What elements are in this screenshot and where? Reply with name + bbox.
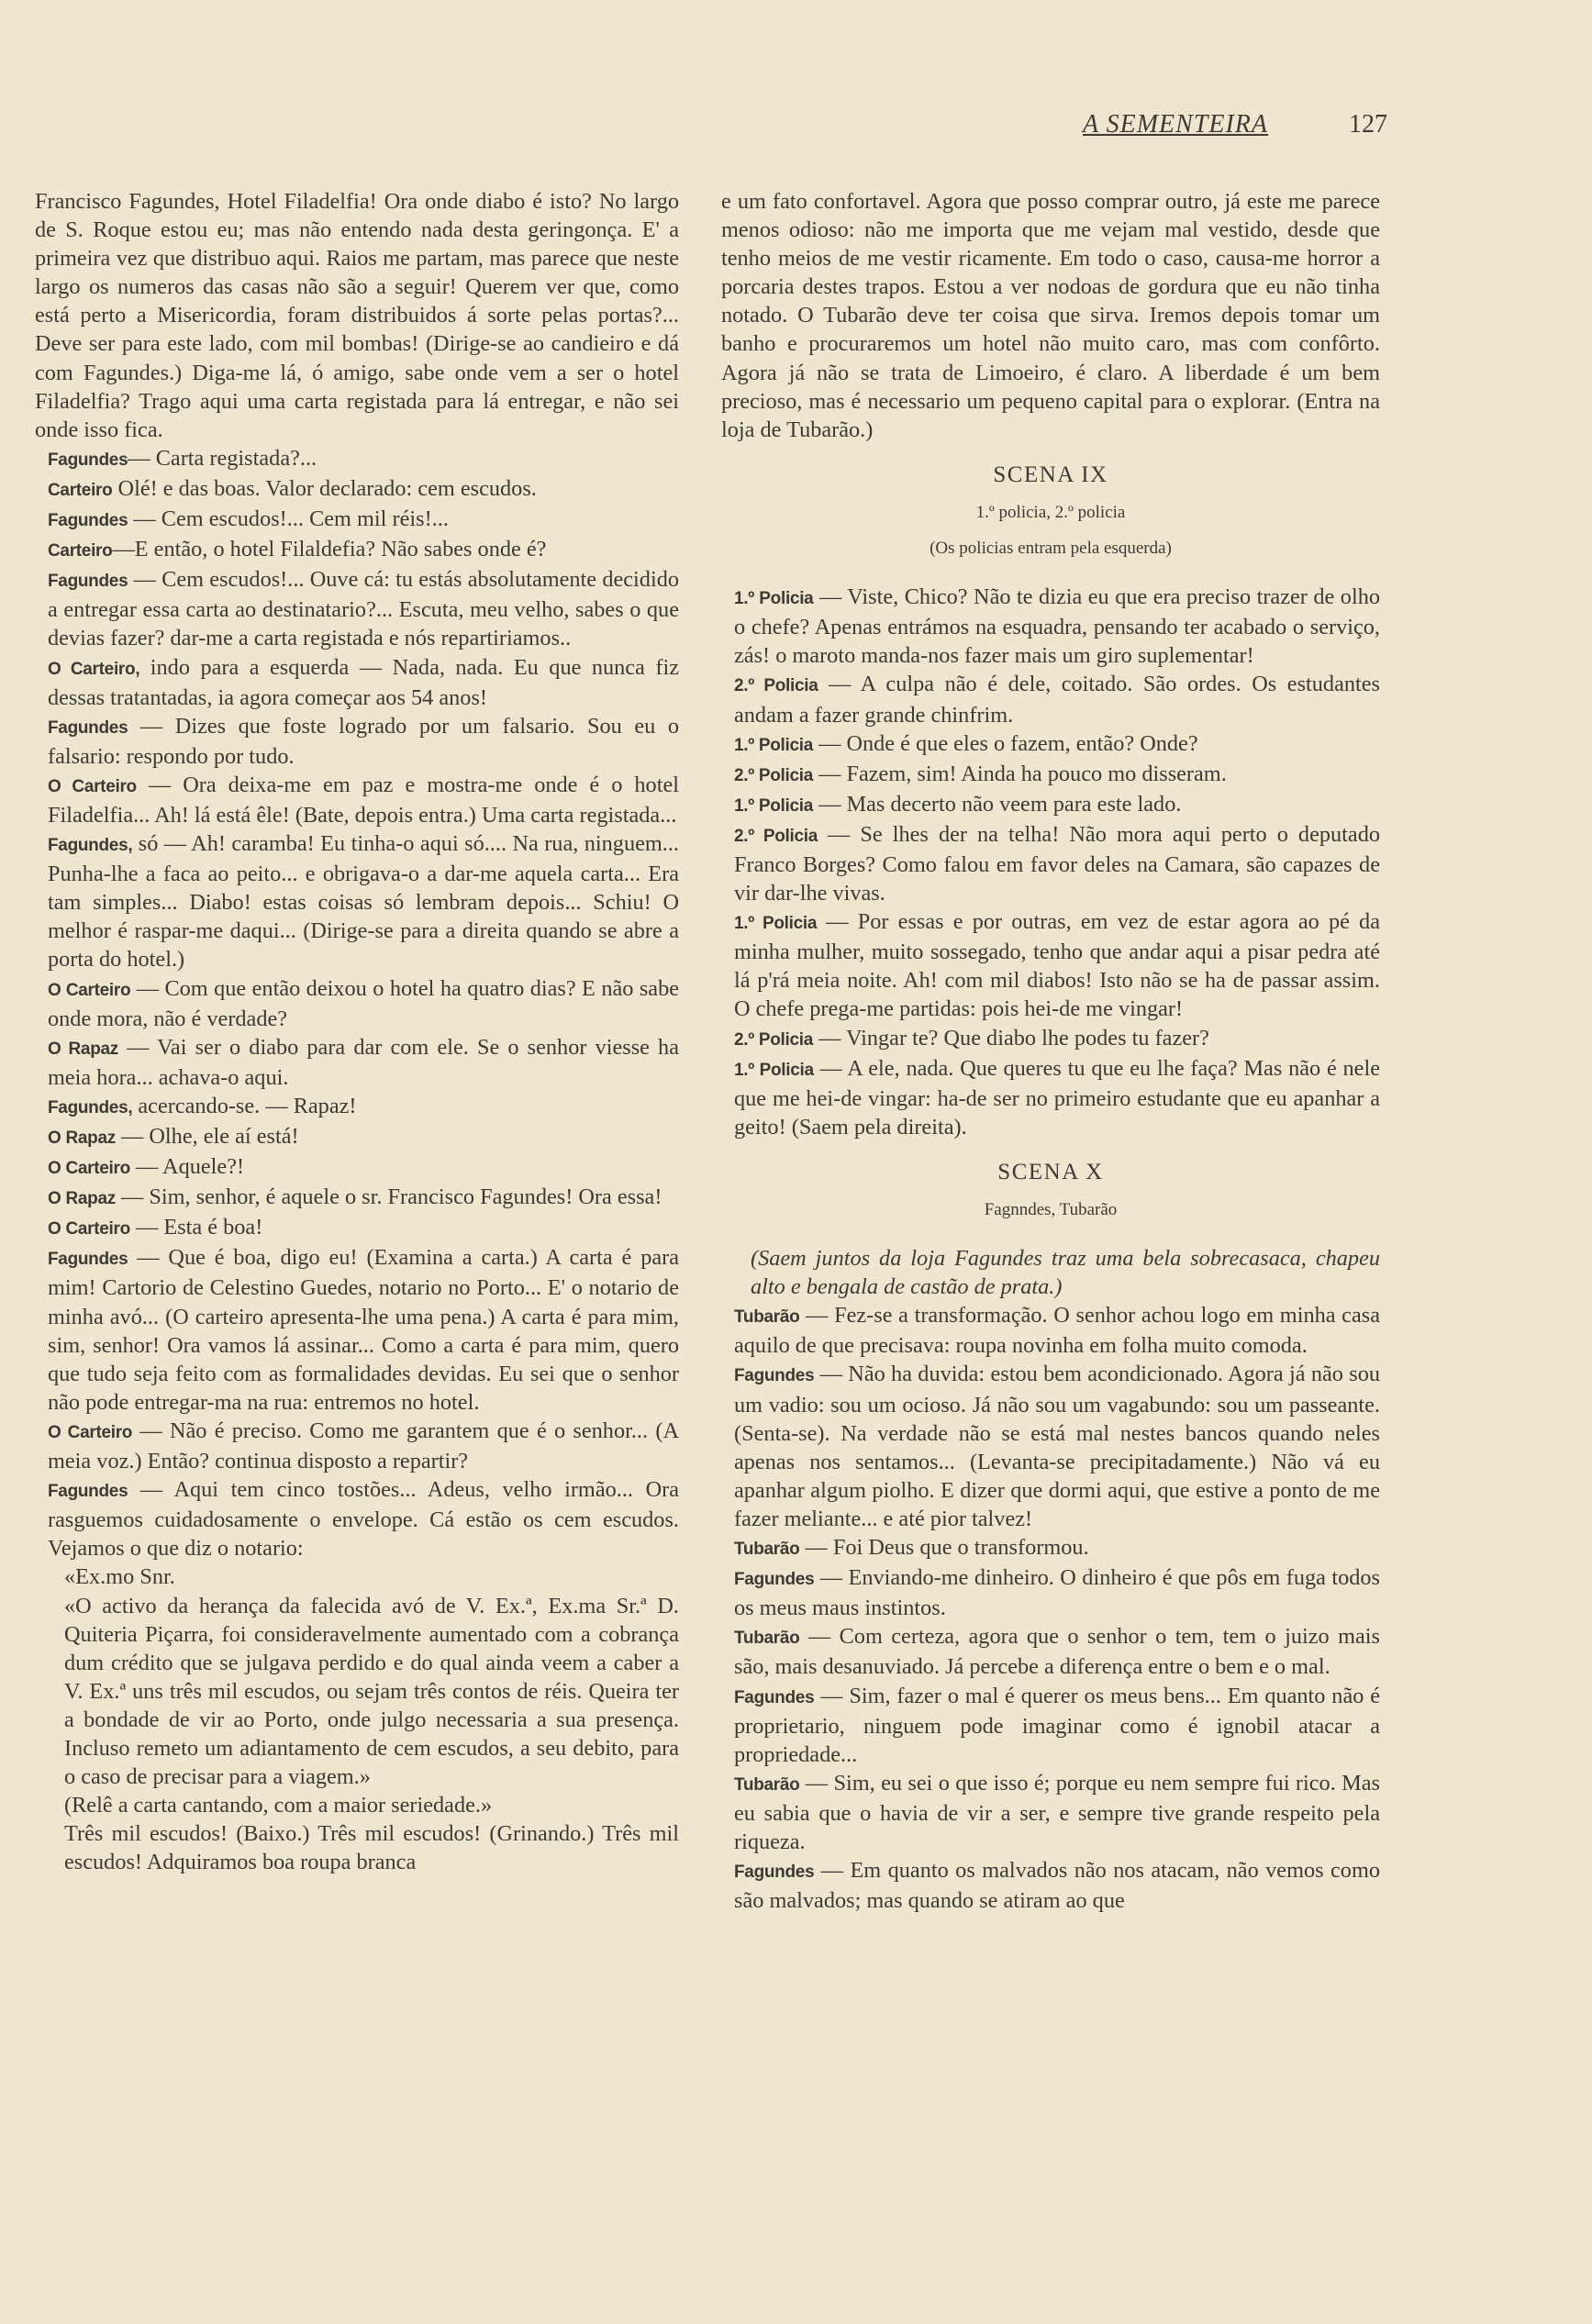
speaker-name: 2.º Policia [734, 826, 818, 846]
speaker-name: Fagundes, [48, 836, 133, 856]
dialogue-line [721, 1360, 1380, 1533]
speaker-name: Fagundes [48, 1482, 128, 1502]
speaker-name: 2.º Policia [734, 676, 818, 696]
speaker-name: O Carteiro [48, 1159, 130, 1179]
speaker-name: Tubarão [734, 1307, 800, 1328]
speaker-name: Fagundes [734, 1687, 815, 1707]
dialogue-line [721, 1301, 1380, 1360]
speaker-name: O Carteiro [48, 1219, 130, 1240]
speaker-name: Fagundes [734, 1863, 815, 1883]
dialogue-text: — Em quanto os malvados não nos atacam, não vemos como são malvados; mas quando se atiram ao que [734, 1858, 1380, 1914]
dialogue-line [35, 974, 679, 1033]
dialogue-line [721, 790, 1380, 820]
dialogue-line [35, 653, 679, 712]
dialogue-line [721, 670, 1380, 728]
letter-text: «Ex.mo Snr. [64, 1564, 175, 1590]
dialogue-text: — Cem escudos!... Ouve cá: tu estás absolutamente decidido a entregar essa carta ao destinatario?... Escuta, meu velho, sabes o que devias fazer? dar-me a carta registada e nós repartiriamos.. [48, 567, 679, 651]
dialogue-text: indo para a esquerda — Nada, nada. Eu que nunca fiz dessas tratantadas, ia agora começar aos 54 anos! [48, 654, 679, 710]
page-number: 127 [1349, 110, 1387, 139]
dialogue-text: — Se lhes der na telha! Não mora aqui perto o deputado Franco Borges? Como falou em favor deles na Camara, são capazes de vir dar-lhe vivas. [734, 821, 1380, 906]
dialogue-text: — A ele, nada. Que queres tu que eu lhe faça? Mas não é nele que me hei-de vingar: ha-de ser no primeiro estudante que eu apanhar a geito! (Saem pela direita). [734, 1055, 1380, 1140]
speaker-name: Carteiro [48, 541, 113, 562]
dialogue-text: — Ora deixa-me em paz e mostra-me onde é o hotel Filadelfia... Ah! lá está êle! (Bate, depois entra.) Uma carta registada... [48, 772, 679, 828]
speaker-name: 1.º Policia [734, 735, 814, 755]
dialogue-line [721, 1563, 1380, 1622]
dialogue-text: — A culpa não é dele, coitado. São ordes. Os estudantes andam a fazer grande chinfrim. [734, 672, 1381, 728]
dialogue-line [35, 1033, 679, 1092]
scene-ix-cast: 1.º policia, 2.º policia [975, 502, 1126, 522]
speaker-name: O Carteiro [48, 776, 137, 796]
scene-ix-heading: SCENA IX [993, 461, 1108, 487]
speaker-name: 2.º Policia [734, 1029, 814, 1050]
dialogue-text: — Foi Deus que o transformou. [799, 1535, 1089, 1561]
scene-x-dialogue [721, 1301, 1380, 1915]
dialogue-text: — Fazem, sim! Ainda ha pouco mo disseram. [813, 761, 1227, 786]
dialogue-line [35, 1092, 679, 1122]
speaker-name: O Rapaz [48, 1039, 118, 1059]
speaker-name: Fagundes [48, 1250, 128, 1270]
dialogue-text: — Viste, Chico? Não te dizia eu que era preciso trazer de olho o chefe? Apenas entrámos na esquadra, pensando ter acabado o serviço, zás! o maroto manda-nos fazer mais um giro suplementar! [734, 584, 1381, 669]
dialogue-line [721, 907, 1380, 1023]
dialogue-line [35, 1417, 679, 1475]
speaker-name: 1.º Policia [734, 914, 818, 934]
letter-text: Três mil escudos! (Baixo.) Três mil escudos! (Grinando.) Três mil escudos! Adquiramos boa roupa branca [64, 1821, 679, 1875]
periodical-title: A SEMENTEIRA [1083, 110, 1269, 139]
dialogue-line [35, 829, 679, 973]
dialogue-text: — Enviando-me dinheiro. O dinheiro é que pôs em fuga todos os meus maus instintos. [734, 1565, 1380, 1621]
dialogue-text: — Esta é boa! [129, 1215, 263, 1240]
dialogue-line [35, 1213, 679, 1243]
dialogue-text: — Fez-se a transformação. O senhor achou logo em minha casa aquilo de que precisava: roupa novinha em folha muito comoda. [734, 1303, 1380, 1359]
page-header [1064, 108, 1387, 145]
dialogue-line [35, 505, 679, 535]
dialogue-line [721, 1622, 1380, 1681]
speaker-name: Fagundes [734, 1570, 815, 1590]
dialogue-text: Olé! e das boas. Valor declarado: cem escudos. [112, 475, 537, 501]
dialogue-line [35, 444, 679, 474]
dialogue-text: — Aquele?! [129, 1154, 245, 1180]
dialogue-text: — Cem escudos!... Cem mil réis!... [128, 506, 449, 532]
dialogue-line [35, 1475, 679, 1562]
dialogue-text: — Sim, fazer o mal é querer os meus bens... Em quanto não é proprietario, ninguem pode imaginar como é ignobil atacar a propriedade... [734, 1683, 1380, 1767]
speaker-name: Tubarão [734, 1629, 800, 1649]
dialogue-line [35, 535, 679, 565]
scene-x-direction: (Saem juntos da loja Fagundes traz uma bela sobrecasaca, chapeu alto e bengala de castão de prata.) [751, 1246, 1380, 1300]
dialogue-text: — Sim, eu sei o que isso é; porque eu nem sempre fui rico. Mas eu sabia que o havia de vir a ser, e sempre tive grande respeito pela riqueza. [734, 1770, 1380, 1854]
speaker-name: O Rapaz [48, 1189, 116, 1209]
dialogue-text: — Vingar te? Que diabo lhe podes tu fazer? [813, 1025, 1209, 1051]
paragraph: Francisco Fagundes, Hotel Filadelfia! Ora onde diabo é isto? No largo de S. Roque estou eu; mas não entendo nada desta geringonça. E' a primeira vez que distribuo aqui. Raios me partam, mas parece que neste largo os numeros das casas não são a seguir! Querem ver que, como está perto a Misericordia, foram distribuidos á sorte pelas portas?... Deve ser para este lado, com mil bombas! (Dirige-se ao candieiro e dá com Fagundes.) Diga-me lá, ó amigo, sabe onde vem a ser o hotel Filadelfia? Trago aqui uma carta registada para lá entregar, e não sei onde isso fica. [35, 189, 679, 442]
speaker-name: O Rapaz [48, 1129, 116, 1148]
dialogue-line [35, 771, 679, 829]
right-column-intro: e um fato confortavel. Agora que posso comprar outro, já este me parece menos odioso: não me importa que me vejam mal vestido, desde que tenho meios de me vestir ricamente. Em todo o caso, causa-me horror a porcaria destes trapos. Estou a ver nodoas de gordura que eu não tinha notado. O Tubarão deve ter coisa que sirva. Iremos depois tomar um banho e procuraremos um hotel não muito caro, mas com confôrto. Agora já não se trata de Limoeiro, é claro. A liberdade é um bem precioso, mas é necessario um pequeno capital para o explorar. (Entra na loja de Tubarão.) [721, 189, 1380, 442]
dialogue-text: — Olhe, ele aí está! [115, 1124, 299, 1149]
dialogue-text: —E então, o hotel Filaldefia? Não sabes onde é? [112, 537, 547, 562]
speaker-name: 2.º Policia [734, 765, 814, 785]
dialogue-line [35, 1243, 679, 1417]
scene-ix-dialogue [721, 583, 1380, 1141]
dialogue-line [35, 565, 679, 652]
scene-x-heading: SCENA X [997, 1159, 1104, 1184]
dialogue-line [35, 1183, 679, 1213]
dialogue-text: — Por essas e por outras, em vez de estar agora ao pé da minha mulher, muito sossegado, tenho que andar aqui a pisar pedra até lá p'rá meia noite. Ah! com mil diabos! Isto não se ha de passar assim. O chefe prega-me partidas: pois hei-de me vingar! [734, 909, 1380, 1022]
speaker-name: 1.º Policia [734, 1060, 814, 1080]
dialogue-line [721, 729, 1380, 760]
dialogue-text: só — Ah! caramba! Eu tinha-o aqui só.... Na rua, ninguem... Punha-lhe a faca ao peito... e obrigava-o a dar-me aquela carta... Era tam simples... Diabo! estas coisas só lembram depois... Schiu! O melhor é raspar-me daqui... (Dirige-se para a direita quando se abre a porta do hotel.) [48, 831, 679, 973]
dialogue-text: acercando-se. — Rapaz! [132, 1093, 357, 1118]
dialogue-text: — Não é preciso. Como me garantem que é o senhor... (A meia voz.) Então? continua disposto a repartir? [48, 1418, 679, 1474]
speaker-name: Fagundes [48, 450, 128, 470]
letter-text: «O activo da herança da falecida avó de V. Ex.ª, Ex.ma Sr.ª D. Quiteria Piçarra, foi consideravelmente aumentado com a cobrança dum crédito que se julgava perdido e do qual ainda veem a caber a V. Ex.ª uns três mil escudos, ou sejam três contos de réis. Queira ter a bondade de vir ao Porto, onde julgo necessaria a sua presença. Incluso remeto um adiantamento de cem escudos, a seu debito, para o caso de precisar para a viagem.» [64, 1593, 679, 1790]
dialogue-text: — Que é boa, digo eu! (Examina a carta.) A carta é para mim! Cartorio de Celestino Guedes, notario no Porto... E' o notario de minha avó... (O carteiro apresenta-lhe uma pena.) A carta é para mim, sim, senhor! Ora vamos lá assinar... Como a carta é para mim, quero que tudo seja feito com as formalidades devidas. Eu sei que o senhor não pode entregar-ma na rua: entremos no hotel. [48, 1245, 679, 1415]
dialogue-line [721, 820, 1380, 907]
dialogue-line [721, 1682, 1380, 1769]
dialogue-line [721, 1533, 1380, 1563]
dialogue-line [35, 712, 679, 771]
speaker-name: O Carteiro [48, 980, 131, 1000]
dialogue-text: — Não ha duvida: estou bem acondicionado. Agora já não sou um vadio: sou um ocioso. Já não sou um vagabundo: sou um passeante. (Senta-se). Na verdade não se está mal nestes bancos quando neles apenas nos sentamos... (Levanta-se precipitadamente.) Não vá eu apanhar algum piolho. E dizer que dormi aqui, que estive a ponto de me fazer meliante... e até pior talvez! [734, 1362, 1380, 1531]
dialogue-text: — Carta registada?... [128, 445, 317, 471]
dialogue-line [35, 474, 679, 505]
speaker-name: 1.º Policia [734, 589, 814, 609]
dialogue-text: — Aqui tem cinco tostões... Adeus, velho irmão... Ora rasguemos cuidadosamente o envelope. Cá estão os cem escudos. Vejamos o que diz o notario: [48, 1477, 679, 1562]
scene-x-cast: Fagnndes, Tubarão [984, 1200, 1118, 1219]
letter-text: (Relê a carta cantando, com a maior seriedade.» [64, 1793, 493, 1818]
speaker-name: Fagundes [48, 511, 128, 531]
dialogue-line [721, 1769, 1380, 1856]
dialogue-line [721, 1024, 1380, 1054]
speaker-name: O Carteiro, [48, 659, 140, 679]
speaker-name: 1.º Policia [734, 795, 814, 816]
speaker-name: Tubarão [734, 1540, 800, 1560]
speaker-name: O Carteiro [48, 1422, 133, 1442]
dialogue-line [721, 1856, 1380, 1915]
dialogue-text: — Vai ser o diabo para dar com ele. Se o senhor viesse ha meia hora... achava-o aqui. [48, 1034, 679, 1090]
dialogue-text: — Mas decerto não veem para este lado. [813, 791, 1182, 817]
speaker-name: Fagundes [48, 572, 128, 592]
scene-ix-direction: (Os policias entram pela esquerda) [930, 539, 1172, 559]
dialogue-text: — Com certeza, agora que o senhor o tem, tem o juizo mais são, mais desanuviado. Já percebe a diferença entre o bem e o mal. [734, 1624, 1380, 1680]
dialogue-line [35, 1122, 679, 1152]
dialogue-text: — Sim, senhor, é aquele o sr. Francisco Fagundes! Ora essa! [115, 1184, 662, 1210]
right-column [721, 187, 1380, 1915]
dialogue-text: — Com que então deixou o hotel ha quatro dias? E não sabe onde mora, não é verdade? [48, 975, 680, 1031]
dialogue-line [35, 1152, 679, 1183]
dialogue-text: — Onde é que eles o fazem, então? Onde? [813, 730, 1198, 756]
dialogue-text: — Dizes que foste logrado por um falsario. Sou eu o falsario: respondo por tudo. [48, 713, 679, 769]
speaker-name: Tubarão [734, 1774, 800, 1795]
dialogue-line [721, 1054, 1380, 1141]
dialogue-line [721, 583, 1380, 670]
speaker-name: Carteiro [48, 480, 113, 500]
speaker-name: Fagundes [48, 717, 128, 738]
dialogue-line [721, 760, 1380, 790]
speaker-name: Fagundes [734, 1366, 815, 1386]
left-column [35, 187, 679, 1876]
speaker-name: Fagundes, [48, 1097, 133, 1118]
